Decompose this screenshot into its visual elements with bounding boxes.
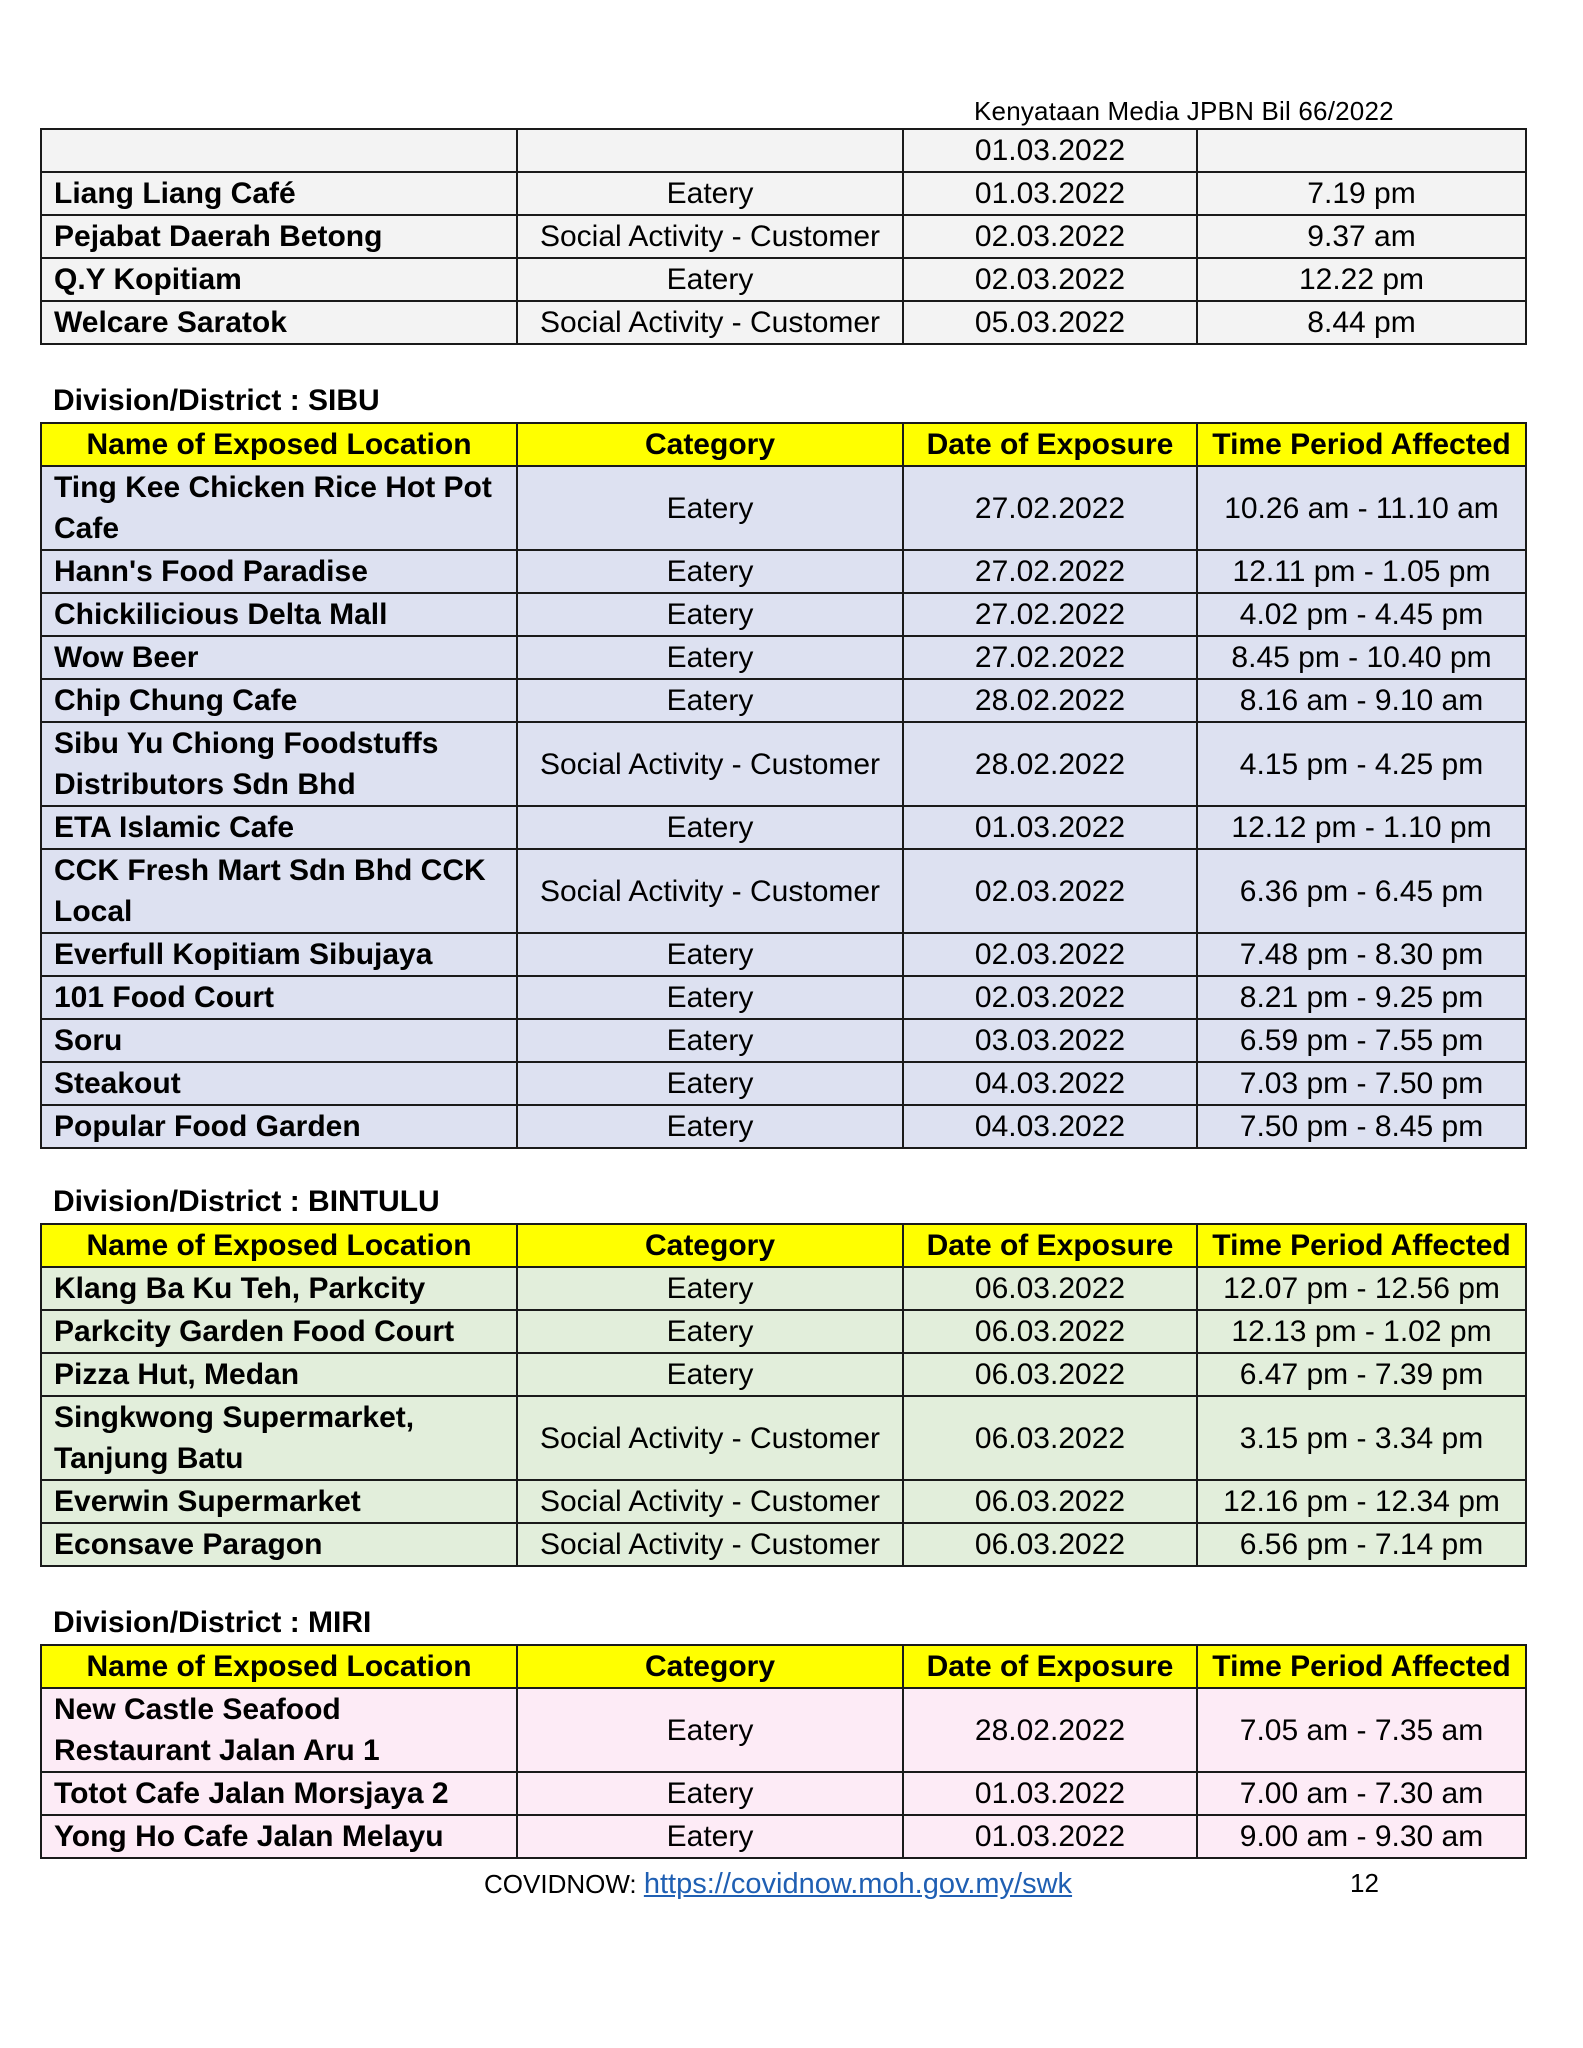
location-name: Soru (41, 1019, 517, 1062)
date-cell: 04.03.2022 (903, 1062, 1197, 1105)
date-cell: 06.03.2022 (903, 1523, 1197, 1566)
time-cell: 12.13 pm - 1.02 pm (1197, 1310, 1526, 1353)
category-cell: Eatery (517, 679, 903, 722)
date-cell: 28.02.2022 (903, 679, 1197, 722)
table-row (41, 1815, 1526, 1858)
header-date: Date of Exposure (903, 1224, 1197, 1267)
time-cell: 6.36 pm - 6.45 pm (1197, 849, 1526, 933)
bintulu-table (40, 1223, 1527, 1567)
date-cell: 06.03.2022 (903, 1267, 1197, 1310)
header-category: Category (517, 423, 903, 466)
time-cell: 6.56 pm - 7.14 pm (1197, 1523, 1526, 1566)
category-cell: Eatery (517, 1353, 903, 1396)
date-cell: 27.02.2022 (903, 466, 1197, 550)
time-cell: 3.15 pm - 3.34 pm (1197, 1396, 1526, 1480)
time-cell: 6.59 pm - 7.55 pm (1197, 1019, 1526, 1062)
time-cell: 12.11 pm - 1.05 pm (1197, 550, 1526, 593)
date-cell: 02.03.2022 (903, 258, 1197, 301)
location-name: Everwin Supermarket (41, 1480, 517, 1523)
location-name: Chip Chung Cafe (41, 679, 517, 722)
date-cell: 27.02.2022 (903, 636, 1197, 679)
header-time: Time Period Affected (1197, 423, 1526, 466)
category-cell: Eatery (517, 1062, 903, 1105)
location-name: Welcare Saratok (41, 301, 517, 344)
location-name: Q.Y Kopitiam (41, 258, 517, 301)
location-name: Parkcity Garden Food Court (41, 1310, 517, 1353)
category-cell: Eatery (517, 593, 903, 636)
header-time: Time Period Affected (1197, 1224, 1526, 1267)
category-cell: Social Activity - Customer (517, 1396, 903, 1480)
page-number: 12 (1350, 1868, 1379, 1898)
time-cell: 4.15 pm - 4.25 pm (1197, 722, 1526, 806)
date-cell: 01.03.2022 (903, 172, 1197, 215)
location-name: Pejabat Daerah Betong (41, 215, 517, 258)
time-cell: 7.19 pm (1197, 172, 1526, 215)
location-name: Econsave Paragon (41, 1523, 517, 1566)
date-cell: 06.03.2022 (903, 1310, 1197, 1353)
category-cell: Eatery (517, 1772, 903, 1815)
time-cell: 12.16 pm - 12.34 pm (1197, 1480, 1526, 1523)
category-cell: Eatery (517, 1310, 903, 1353)
table-row (41, 976, 1526, 1019)
table-row (41, 258, 1526, 301)
location-name: New Castle Seafood Restaurant Jalan Aru 1 (41, 1688, 517, 1772)
category-cell: Social Activity - Customer (517, 1523, 903, 1566)
sibu-table (40, 422, 1527, 1149)
header-name: Name of Exposed Location (41, 423, 517, 466)
time-cell: 12.07 pm - 12.56 pm (1197, 1267, 1526, 1310)
category-cell: Eatery (517, 1688, 903, 1772)
date-cell: 02.03.2022 (903, 976, 1197, 1019)
header-note: Kenyataan Media JPBN Bil 66/2022 (974, 96, 1394, 126)
location-name: Klang Ba Ku Teh, Parkcity (41, 1267, 517, 1310)
category-cell: Social Activity - Customer (517, 722, 903, 806)
location-name: Sibu Yu Chiong Foodstuffs Distributors Sdn Bhd (41, 722, 517, 806)
time-cell: 12.12 pm - 1.10 pm (1197, 806, 1526, 849)
time-cell: 6.47 pm - 7.39 pm (1197, 1353, 1526, 1396)
time-cell: 10.26 am - 11.10 am (1197, 466, 1526, 550)
location-name: ETA Islamic Cafe (41, 806, 517, 849)
table-row (41, 1267, 1526, 1310)
date-cell: 27.02.2022 (903, 550, 1197, 593)
category-cell: Eatery (517, 1105, 903, 1148)
time-cell: 7.00 am - 7.30 am (1197, 1772, 1526, 1815)
table-row (41, 1310, 1526, 1353)
date-cell: 04.03.2022 (903, 1105, 1197, 1148)
time-cell: 8.21 pm - 9.25 pm (1197, 976, 1526, 1019)
date-cell: 28.02.2022 (903, 1688, 1197, 1772)
table-row (41, 466, 1526, 550)
time-cell: 9.00 am - 9.30 am (1197, 1815, 1526, 1858)
category-cell: Eatery (517, 1815, 903, 1858)
time-cell: 7.03 pm - 7.50 pm (1197, 1062, 1526, 1105)
location-name: Steakout (41, 1062, 517, 1105)
table-row (41, 301, 1526, 344)
table-row (41, 806, 1526, 849)
time-cell: 12.22 pm (1197, 258, 1526, 301)
table-row (41, 172, 1526, 215)
time-cell: 8.44 pm (1197, 301, 1526, 344)
location-name: Ting Kee Chicken Rice Hot Pot Cafe (41, 466, 517, 550)
category-cell: Eatery (517, 933, 903, 976)
location-name: Singkwong Supermarket, Tanjung Batu (41, 1396, 517, 1480)
date-cell: 02.03.2022 (903, 933, 1197, 976)
table-row (41, 636, 1526, 679)
category-cell: Eatery (517, 1019, 903, 1062)
table-row (41, 1105, 1526, 1148)
footer (484, 1868, 1072, 1901)
location-name: Liang Liang Café (41, 172, 517, 215)
date-cell: 01.03.2022 (903, 1815, 1197, 1858)
covidnow-link[interactable]: https://covidnow.moh.gov.my/swk (643, 1868, 1073, 1900)
date-cell: 06.03.2022 (903, 1396, 1197, 1480)
header-name: Name of Exposed Location (41, 1645, 517, 1688)
table-row (41, 593, 1526, 636)
date-cell: 06.03.2022 (903, 1480, 1197, 1523)
table-row (41, 1480, 1526, 1523)
category-cell: Eatery (517, 550, 903, 593)
division-label-bintulu: Division/District : BINTULU (53, 1185, 440, 1218)
table-row (41, 933, 1526, 976)
category-cell: Eatery (517, 1267, 903, 1310)
division-label-sibu: Division/District : SIBU (53, 384, 380, 417)
category-cell: Eatery (517, 976, 903, 1019)
date-cell: 05.03.2022 (903, 301, 1197, 344)
date-cell: 28.02.2022 (903, 722, 1197, 806)
table-row (41, 1062, 1526, 1105)
header-category: Category (517, 1645, 903, 1688)
time-cell: 8.45 pm - 10.40 pm (1197, 636, 1526, 679)
header-date: Date of Exposure (903, 423, 1197, 466)
category-cell: Eatery (517, 172, 903, 215)
division-label-miri: Division/District : MIRI (53, 1606, 372, 1639)
table-row (41, 550, 1526, 593)
category-cell (517, 129, 903, 172)
footer-label: COVIDNOW: (484, 1869, 644, 1899)
location-name: Popular Food Garden (41, 1105, 517, 1148)
location-name (41, 129, 517, 172)
table-row (41, 1019, 1526, 1062)
category-cell: Eatery (517, 258, 903, 301)
category-cell: Social Activity - Customer (517, 1480, 903, 1523)
header-name: Name of Exposed Location (41, 1224, 517, 1267)
category-cell: Eatery (517, 806, 903, 849)
category-cell: Eatery (517, 636, 903, 679)
location-name: Chickilicious Delta Mall (41, 593, 517, 636)
date-cell: 01.03.2022 (903, 806, 1197, 849)
time-cell (1197, 129, 1526, 172)
table-row (41, 679, 1526, 722)
header-date: Date of Exposure (903, 1645, 1197, 1688)
location-name: Pizza Hut, Medan (41, 1353, 517, 1396)
table-row (41, 722, 1526, 806)
continued-table (40, 128, 1527, 345)
time-cell: 7.50 pm - 8.45 pm (1197, 1105, 1526, 1148)
header-category: Category (517, 1224, 903, 1267)
table-row (41, 1772, 1526, 1815)
table-row (41, 215, 1526, 258)
date-cell: 06.03.2022 (903, 1353, 1197, 1396)
time-cell: 4.02 pm - 4.45 pm (1197, 593, 1526, 636)
date-cell: 02.03.2022 (903, 215, 1197, 258)
table-row (41, 1396, 1526, 1480)
category-cell: Social Activity - Customer (517, 301, 903, 344)
time-cell: 7.05 am - 7.35 am (1197, 1688, 1526, 1772)
category-cell: Social Activity - Customer (517, 849, 903, 933)
date-cell: 27.02.2022 (903, 593, 1197, 636)
table-row (41, 849, 1526, 933)
category-cell: Social Activity - Customer (517, 215, 903, 258)
table-row (41, 1523, 1526, 1566)
table-row (41, 129, 1526, 172)
category-cell: Eatery (517, 466, 903, 550)
header-time: Time Period Affected (1197, 1645, 1526, 1688)
location-name: Yong Ho Cafe Jalan Melayu (41, 1815, 517, 1858)
location-name: Everfull Kopitiam Sibujaya (41, 933, 517, 976)
date-cell: 01.03.2022 (903, 129, 1197, 172)
location-name: CCK Fresh Mart Sdn Bhd CCK Local (41, 849, 517, 933)
location-name: Totot Cafe Jalan Morsjaya 2 (41, 1772, 517, 1815)
date-cell: 02.03.2022 (903, 849, 1197, 933)
table-row (41, 1353, 1526, 1396)
time-cell: 8.16 am - 9.10 am (1197, 679, 1526, 722)
date-cell: 03.03.2022 (903, 1019, 1197, 1062)
location-name: Wow Beer (41, 636, 517, 679)
time-cell: 7.48 pm - 8.30 pm (1197, 933, 1526, 976)
location-name: Hann's Food Paradise (41, 550, 517, 593)
miri-table (40, 1644, 1527, 1859)
date-cell: 01.03.2022 (903, 1772, 1197, 1815)
location-name: 101 Food Court (41, 976, 517, 1019)
table-row (41, 1688, 1526, 1772)
time-cell: 9.37 am (1197, 215, 1526, 258)
